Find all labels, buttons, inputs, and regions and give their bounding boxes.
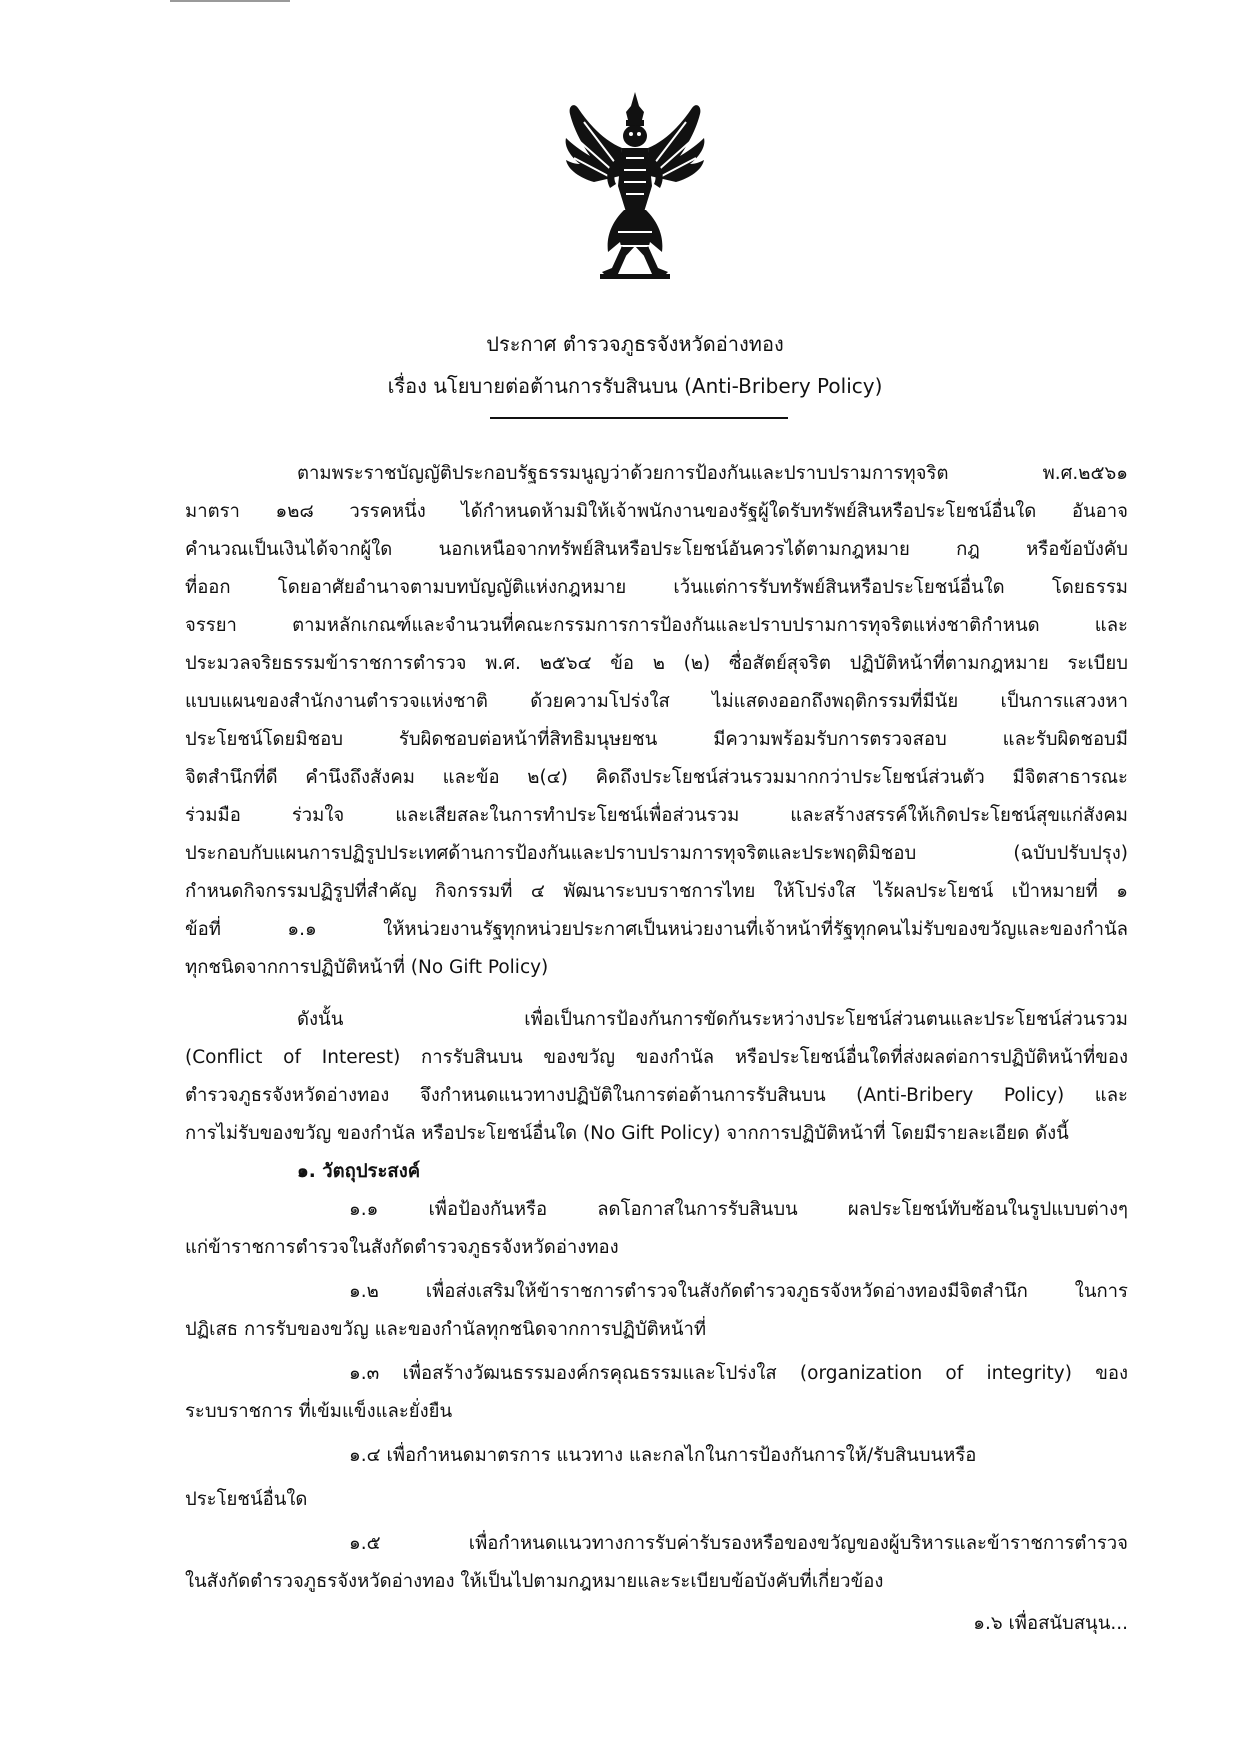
objective-item-first-line: ๑.๑ เพื่อป้องกันหรือ ลดโอกาสในการรับสินบน ผลประโยชน์ทับซ้อนในรูปแบบต่างๆ — [349, 1199, 1128, 1220]
paragraph-line: ทุกชนิดจากการปฏิบัติหน้าที่ (No Gift Policy) — [185, 957, 549, 978]
paragraph-line: การไม่รับของขวัญ ของกำนัล หรือประโยชน์อื่นใด (No Gift Policy) จากการปฏิบัติหน้าที่ โดยมีรายละเอียด ดังนี้ — [185, 1123, 1069, 1144]
paragraph-line: ข้อที่ ๑.๑ ให้หน่วยงานรัฐทุกหน่วยประกาศเป็นหน่วยงานที่เจ้าหน้าที่รัฐทุกคนไม่รับของขวัญและของกำนัล — [185, 919, 1128, 940]
paragraph-line: ประมวลจริยธรรมข้าราชการตำรวจ พ.ศ. ๒๕๖๔ ข้อ ๒ (๒) ซื่อสัตย์สุจริต ปฏิบัติหน้าที่ตามกฎหมาย ระเบียบ — [185, 653, 1128, 674]
paragraph-line: ที่ออก โดยอาศัยอำนาจตามบทบัญญัติแห่งกฎหมาย เว้นแต่การรับทรัพย์สินหรือประโยชน์อื่นใด โดยธรรม — [185, 577, 1128, 598]
paragraph-line: จรรยา ตามหลักเกณฑ์และจำนวนที่คณะกรรมการการป้องกันและปราบปรามการทุจริตแห่งชาติกำหนด และ — [185, 615, 1128, 636]
objective-item-first-line: ๑.๒ เพื่อส่งเสริมให้ข้าราชการตำรวจในสังกัดตำรวจภูธรจังหวัดอ่างทองมีจิตสำนึก ในการ — [349, 1281, 1128, 1302]
objective-item-first-line: ๑.๕ เพื่อกำหนดแนวทางการรับค่ารับรองหรือของขวัญของผู้บริหารและข้าราชการตำรวจ — [349, 1533, 1128, 1554]
paragraph-line: คำนวณเป็นเงินได้จากผู้ใด นอกเหนือจากทรัพย์สินหรือประโยชน์อันควรได้ตามกฎหมาย กฎ หรือข้อบังคับ — [185, 539, 1128, 560]
objective-item-continuation: ระบบราชการ ที่เข้มแข็งและยั่งยืน — [185, 1401, 453, 1422]
objective-item-continuation: ในสังกัดตำรวจภูธรจังหวัดอ่างทอง ให้เป็นไปตามกฎหมายและระเบียบข้อบังคับที่เกี่ยวข้อง — [185, 1571, 884, 1592]
paragraph-line: จิตสำนึกที่ดี คำนึงถึงสังคม และข้อ ๒(๔) คิดถึงประโยชน์ส่วนรวมมากกว่าประโยชน์ส่วนตัว มีจิตสาธารณะ — [185, 767, 1128, 788]
document-body — [185, 455, 1128, 1601]
paragraph-line: ตำรวจภูธรจังหวัดอ่างทอง จึงกำหนดแนวทางปฏิบัติในการต่อต้านการรับสินบน (Anti-Bribery Policy) และ — [185, 1085, 1128, 1106]
scan-edge-mark — [170, 0, 290, 2]
garuda-emblem-icon — [560, 86, 710, 282]
paragraph-line: (Conflict of Interest) การรับสินบน ของขวัญ ของกำนัล หรือประโยชน์อื่นใดที่ส่งผลต่อการปฏิบัติหน้าที่ของ — [185, 1047, 1128, 1068]
section-heading: ๑. วัตถุประสงค์ — [297, 1161, 421, 1182]
paragraph-line: ประกอบกับแผนการปฏิรูปประเทศด้านการป้องกันและปราบปรามการทุจริตและประพฤติมิชอบ (ฉบับปรับปรุง) — [185, 843, 1128, 864]
paragraph-legal-basis — [185, 455, 1128, 987]
objective-item-continuation: ปฏิเสธ การรับของขวัญ และของกำนัลทุกชนิดจากการปฏิบัติหน้าที่ — [185, 1319, 707, 1340]
objective-item-first-line: ๑.๓ เพื่อสร้างวัฒนธรรมองค์กรคุณธรรมและโปร่งใส (organization of integrity) ของ — [349, 1363, 1128, 1384]
title-divider — [490, 417, 788, 419]
paragraph-line: ประโยชน์โดยมิชอบ รับผิดชอบต่อหน้าที่สิทธิมนุษยชน มีความพร้อมรับการตรวจสอบ และรับผิดชอบมี — [185, 729, 1128, 750]
paragraph-line: ร่วมมือ ร่วมใจ และเสียสละในการทำประโยชน์เพื่อส่วนรวม และสร้างสรรค์ให้เกิดประโยชน์สุขแก่สังคม — [185, 805, 1128, 826]
announcement-subject: เรื่อง นโยบายต่อต้านการรับสินบน (Anti-Bribery Policy) — [387, 374, 883, 398]
paragraph-line: ตามพระราชบัญญัติประกอบรัฐธรรมนูญว่าด้วยการป้องกันและปราบปรามการทุจริต พ.ศ.๒๕๖๑ — [297, 463, 1128, 484]
paragraph-line: ดังนั้น เพื่อเป็นการป้องกันการขัดกันระหว่างประโยชน์ส่วนตนและประโยชน์ส่วนรวม — [297, 1009, 1128, 1030]
section-objectives — [185, 1153, 1128, 1601]
announcement-header — [170, 323, 1100, 407]
objective-item-first-line: ๑.๔ เพื่อกำหนดมาตรการ แนวทาง และกลไกในการป้องกันการให้/รับสินบนหรือ — [349, 1445, 977, 1466]
objective-item-continuation: แก่ข้าราชการตำรวจในสังกัดตำรวจภูธรจังหวัดอ่างทอง — [185, 1237, 619, 1258]
paragraph-line: แบบแผนของสำนักงานตำรวจแห่งชาติ ด้วยความโปร่งใส ไม่แสดงออกถึงพฤติกรรมที่มีนัย เป็นการแสวงหา — [185, 691, 1128, 712]
continued-next-page: ๑.๖ เพื่อสนับสนุน... — [973, 1613, 1128, 1634]
paragraph-policy — [185, 1001, 1128, 1153]
announcement-issuer: ประกาศ ตำรวจภูธรจังหวัดอ่างทอง — [486, 332, 784, 356]
paragraph-line: กำหนดกิจกรรมปฏิรูปที่สำคัญ กิจกรรมที่ ๔ พัฒนาระบบราชการไทย ให้โปร่งใส ไร้ผลประโยชน์ เป้าหมายที่ ๑ — [185, 881, 1128, 902]
objective-item-continuation: ประโยชน์อื่นใด — [185, 1489, 308, 1510]
paragraph-line: มาตรา ๑๒๘ วรรคหนึ่ง ได้กำหนดห้ามมิให้เจ้าพนักงานของรัฐผู้ใดรับทรัพย์สินหรือประโยชน์อื่นใด อันอาจ — [185, 501, 1128, 522]
